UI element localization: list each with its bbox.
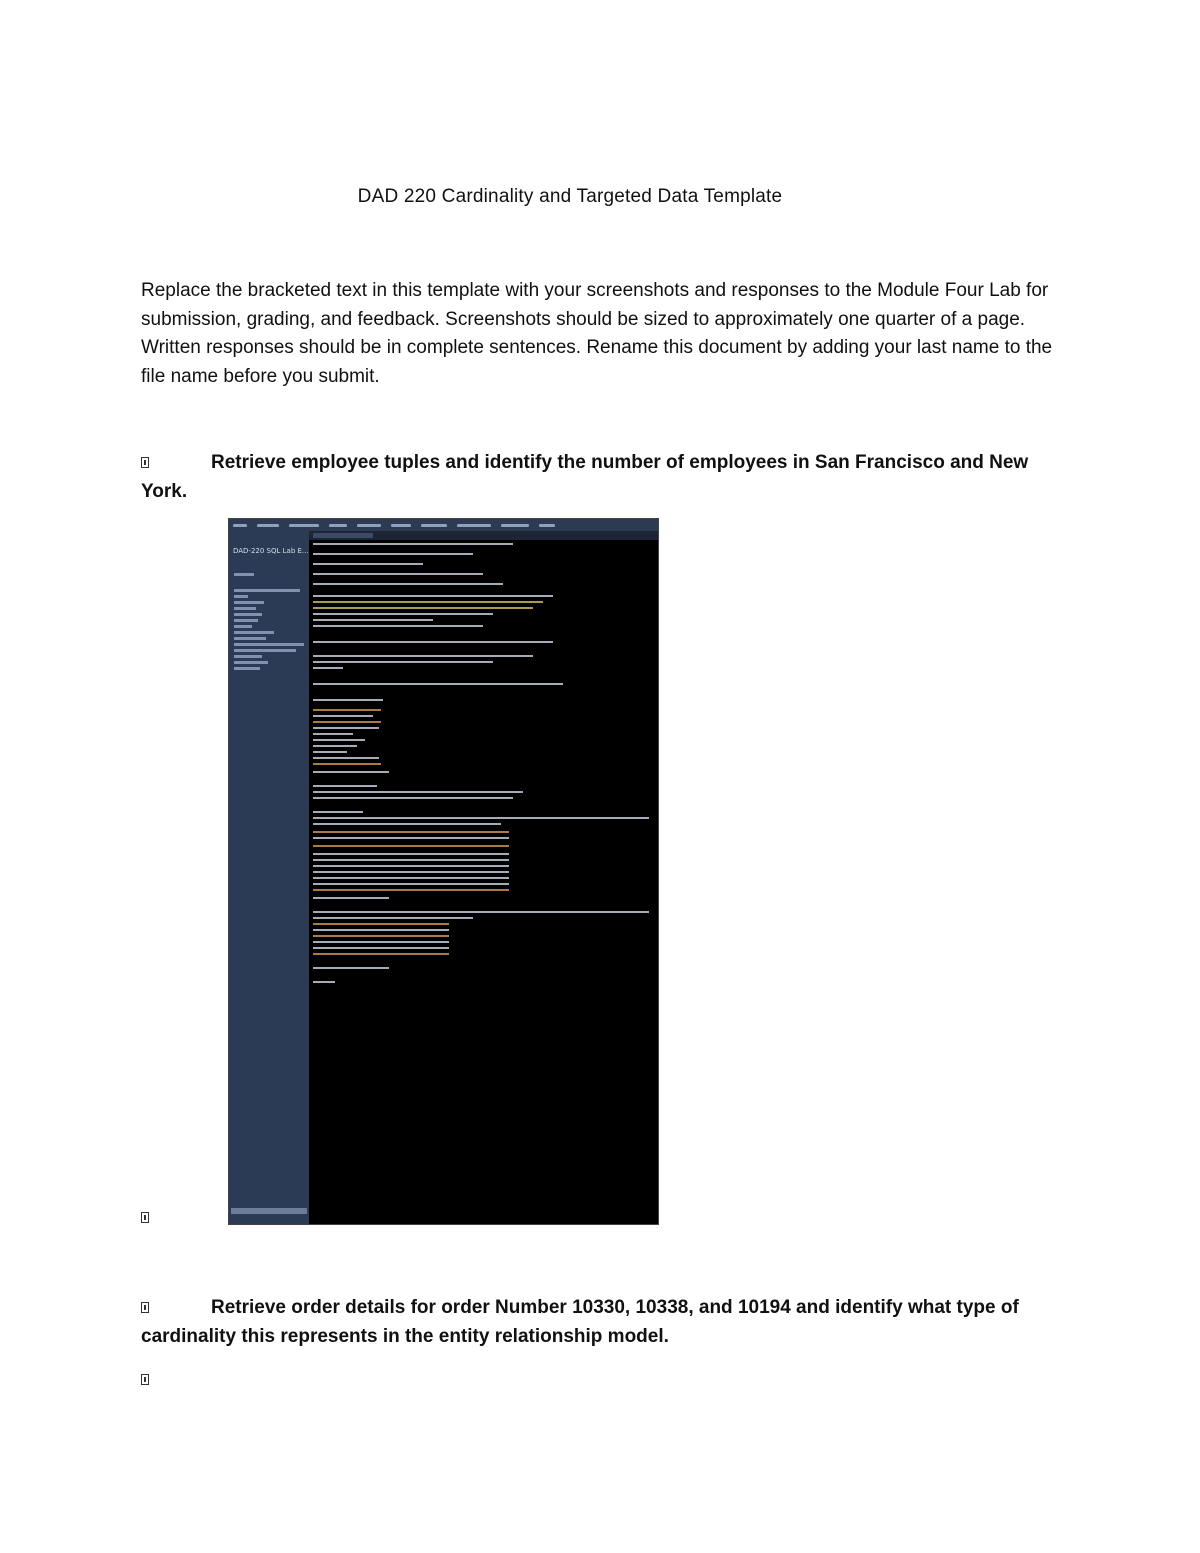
terminal-screenshot [228,518,659,1225]
question-2 [141,1294,1061,1351]
sidebar-project-name: DAD-220 SQL Lab E... [233,547,309,555]
terminal-tabbar [309,531,658,540]
ide-toolbar [229,519,658,531]
file-explorer-sidebar [229,531,309,1224]
sidebar-scrollbar [231,1208,307,1214]
intro-paragraph: Replace the bracketed text in this template with your screenshots and responses to the Module Four Lab for submission, grading, and feedback. Screenshots should be sized to approximately one quarter of a page. Written responses should be in complete sentences. Rename this document by adding your last name to the file name before you submit. [141,280,1053,387]
question-1 [141,449,1061,506]
question-1-text: Retrieve employee tuples and identify the number of employees in San Francisco and New York. [141,452,1029,502]
document-title: DAD 220 Cardinality and Targeted Data Template [357,186,783,207]
missing-glyph-icon [141,1210,149,1226]
question-2-text: Retrieve order details for order Number 10330, 10338, and 10194 and identify what type of cardinality this represents in the entity relationship model. [141,1297,1019,1347]
missing-glyph-icon [141,1294,211,1323]
terminal-output [309,540,658,1224]
missing-glyph-icon [141,1372,149,1388]
missing-glyph-icon [141,449,211,478]
